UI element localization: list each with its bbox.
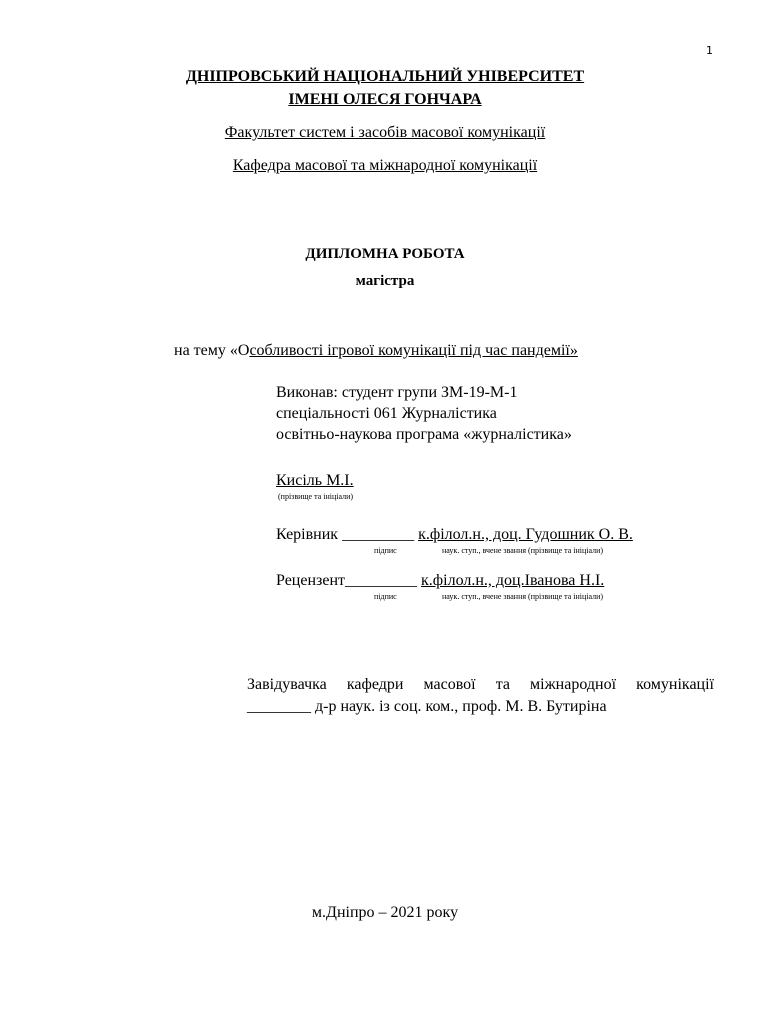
author-name: Кисіль М.І.: [276, 472, 354, 489]
topic-title: собливості ігрової комунікації під час пандемії»: [249, 342, 578, 359]
department-name: Кафедра масової та міжнародної комунікації: [232, 157, 538, 174]
author-program-line: освітньо-наукова програма «журналістика»: [276, 426, 572, 443]
document-title: ДИПЛОМНА РОБОТА: [305, 246, 465, 262]
reviewer-info-caption: наук. ступ., вчене звання (прізвище та ініціали): [442, 592, 604, 601]
author-name-caption: (прізвище та ініціали): [278, 492, 354, 501]
supervisor-sign-caption: підпис: [374, 546, 397, 555]
reviewer-sign-caption: підпис: [374, 592, 397, 601]
reviewer-label: Рецензент_________: [276, 572, 421, 589]
page-number: 1: [706, 44, 713, 57]
topic-prefix: на тему «О: [174, 342, 250, 359]
head-of-department-line2: ________ д-р наук. із соц. ком., проф. М. В. Бутиріна: [247, 698, 607, 715]
reviewer-line: [276, 572, 604, 590]
faculty-name: Факультет систем і засобів масової комунікації: [224, 124, 546, 141]
reviewer-value: к.філол.н., доц.Іванова Н.І.: [421, 572, 605, 589]
author-group-line: Виконав: студент групи ЗМ-19-М-1: [276, 384, 518, 401]
degree-label: магістра: [355, 273, 415, 289]
city-year-footer: м.Дніпро – 2021 року: [311, 904, 459, 921]
supervisor-value: к.філол.н., доц. Гудошник О. В.: [418, 526, 633, 543]
author-specialty-line: спеціальності 061 Журналістика: [276, 405, 497, 422]
thesis-topic: [174, 342, 578, 360]
university-name-line1: ДНІПРОВСЬКИЙ НАЦІОНАЛЬНИЙ УНІВЕРСИТЕТ: [185, 68, 585, 85]
supervisor-line: [276, 526, 633, 544]
university-name-line2: ІМЕНІ ОЛЕСЯ ГОНЧАРА: [288, 91, 482, 108]
head-of-department-line1: Завідувачка кафедри масової та міжнародної комунікації: [247, 676, 714, 693]
supervisor-label: Керівник _________: [276, 526, 419, 543]
supervisor-info-caption: наук. ступ., вчене звання (прізвище та ініціали): [442, 546, 604, 555]
